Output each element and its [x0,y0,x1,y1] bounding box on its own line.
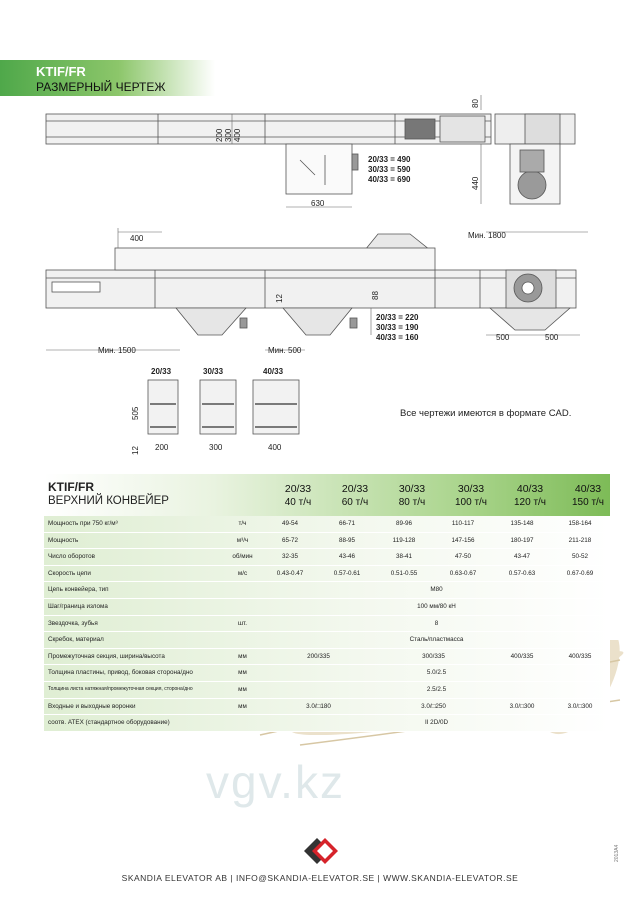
cell: 0.57-0.63 [508,569,536,577]
spec-table [44,516,610,732]
table-row [44,582,610,599]
cell-group: 400/335 [568,652,592,660]
footer-contacts: SKANDIA ELEVATOR AB | INFO@SKANDIA-ELEVATOR.SE | WWW.SKANDIA-ELEVATOR.SE [121,873,519,883]
cell-group: 200/335 [307,652,330,660]
section-base: 12 [131,446,140,455]
cell: 38-41 [395,553,413,561]
section-30-label: 30/33 [203,367,224,376]
cell: 43-47 [513,553,531,561]
side-dim-400: 400 [233,128,242,142]
table-subtitle: ВЕРХНИЙ КОНВЕЙЕР [48,495,169,507]
inlet-width: 630 [311,199,325,208]
bottom-variant-3: 40/33 = 160 [376,333,419,342]
model-name: 40/33 [574,483,602,495]
model-name: 40/33 [516,483,544,495]
cell: 50-52 [571,553,589,561]
cell: 135-148 [510,520,534,527]
table-row [44,665,610,682]
top-variant-3: 40/33 = 690 [368,175,411,184]
table-row [44,649,610,666]
section-height: 505 [131,406,140,420]
row-unit: шт. [238,619,247,627]
row-unit: м³/ч [236,536,249,544]
side-dim-300: 300 [224,128,233,142]
row-unit: мм [238,685,247,693]
table-title: KTIF/FR [48,480,94,494]
row-label: Число оборотов [48,553,95,561]
table-row [44,616,610,633]
row-label: Скребок, материал [48,636,104,644]
cell: 0.63-0.67 [449,569,477,577]
cell-span: 8 [434,619,439,627]
model-capacity: 120 т/ч [513,497,547,508]
table-row [44,699,610,716]
cell: 65-72 [281,536,299,544]
model-header [386,483,438,509]
cell: 110-117 [451,520,475,527]
cell: 180-197 [510,536,534,544]
cell: 47-50 [454,553,472,561]
cell-span: 100 мм/80 кН [417,602,456,610]
skandia-logo [304,838,338,864]
cell: 0.67-0.69 [566,569,594,577]
model-capacity: 150 т/ч [571,497,605,508]
cell-span: 2.5/2.5 [426,685,447,693]
row-label: Входные и выходные воронки [48,702,136,710]
row-label: Толщина пластины, привод, боковая сторона/дно [48,669,193,677]
min-1500: Мин. 1500 [98,346,136,355]
cell-group: 3.0/□180 [306,702,331,710]
section-20-label: 20/33 [151,367,172,376]
cell-group: 3.0/□250 [421,702,446,710]
row-label: Толщина листа натяжная/промежуточная секция, сторона/дно [48,685,193,692]
section-40-width: 400 [268,443,282,452]
top-variant-1: 20/33 = 490 [368,155,411,164]
cell: 0.43-0.47 [276,569,304,577]
cell: 66-71 [338,520,356,527]
cell: 32-35 [281,553,299,561]
cell: 158-164 [568,520,592,527]
row-label: Шаг/граница излома [48,602,108,610]
row-label: Скорость цепи [48,569,91,577]
row-unit: об/мин [232,553,253,561]
footer-code: 2013A4 [614,844,620,862]
row-unit: т/ч [238,520,247,527]
cell-group: 3.0/□300 [567,702,593,710]
row-unit: м/с [237,569,248,577]
section-30-width: 300 [209,443,223,452]
bottom-variant-1: 20/33 = 220 [376,313,419,322]
cell-span: Сталь/пластмасса [409,636,464,644]
min-1800: Мин. 1800 [468,231,506,240]
row-label: Промежуточная секция, ширина/высота [48,652,165,660]
cad-note: Все чертежи имеются в формате CAD. [400,408,572,419]
row-unit: мм [238,702,247,710]
model-name: 20/33 [341,483,369,495]
table-row [44,533,610,550]
table-row [44,549,610,566]
model-name: 30/33 [398,483,426,495]
dim-500-a: 500 [496,333,510,342]
model-name: 30/33 [457,483,485,495]
top-height: 80 [471,99,480,108]
dim-400: 400 [130,234,144,243]
model-header [504,483,556,509]
table-row [44,566,610,583]
model-capacity: 80 т/ч [398,497,426,508]
row-label: Мощность [48,536,79,544]
cell: 88-95 [338,536,356,544]
model-header [272,483,324,509]
bottom-variant-2: 30/33 = 190 [376,323,419,332]
row-label: Цепь конвейера, тип [48,586,109,594]
cell: 211-218 [568,536,592,544]
cell: 49-54 [281,520,299,527]
model-header [329,483,381,509]
cell: 147-156 [451,536,475,544]
table-row [44,599,610,616]
cell: 0.57-0.61 [333,569,361,577]
min-500: Мин. 500 [268,346,302,355]
model-header [445,483,497,509]
row-unit: мм [238,669,247,677]
section-40-label: 40/33 [263,367,284,376]
top-variant-2: 30/33 = 590 [368,165,411,174]
section-20-width: 200 [155,443,169,452]
cell-group: 400/335 [510,652,534,660]
cell-span: II 2D/0D [424,719,449,727]
row-label: Звездочка, зубья [48,619,98,627]
table-row [44,632,610,649]
row-label: соотв. ATEX (стандартное оборудование) [48,719,170,727]
watermark: vgv.kz [206,756,345,808]
table-row [44,715,610,732]
row-label: Мощность при 750 кг/м³ [48,520,118,527]
model-header [562,483,614,509]
cell-group: 300/335 [422,652,445,660]
model-capacity: 100 т/ч [454,497,488,508]
cell-span: 5.0/2.5 [426,669,447,677]
dim-88: 88 [371,291,380,300]
cell: 89-96 [395,520,413,527]
model-capacity: 40 т/ч [284,497,312,508]
cell-group: 3.0/□300 [509,702,535,710]
cell: 0.51-0.55 [390,569,418,577]
cell: 43-46 [338,553,356,561]
cell: 119-128 [392,536,416,544]
dim-500-b: 500 [545,333,559,342]
table-row [44,682,610,699]
dim-12: 12 [275,294,284,303]
model-name: 20/33 [284,483,312,495]
table-row [44,516,610,533]
side-dim-200: 200 [215,128,224,142]
header-subtitle: РАЗМЕРНЫЙ ЧЕРТЕЖ [36,80,166,94]
header-model: KTIF/FR [36,64,86,79]
cell-span: M80 [430,586,443,594]
model-capacity: 60 т/ч [341,497,369,508]
height-440: 440 [471,176,480,190]
row-unit: мм [238,652,247,660]
